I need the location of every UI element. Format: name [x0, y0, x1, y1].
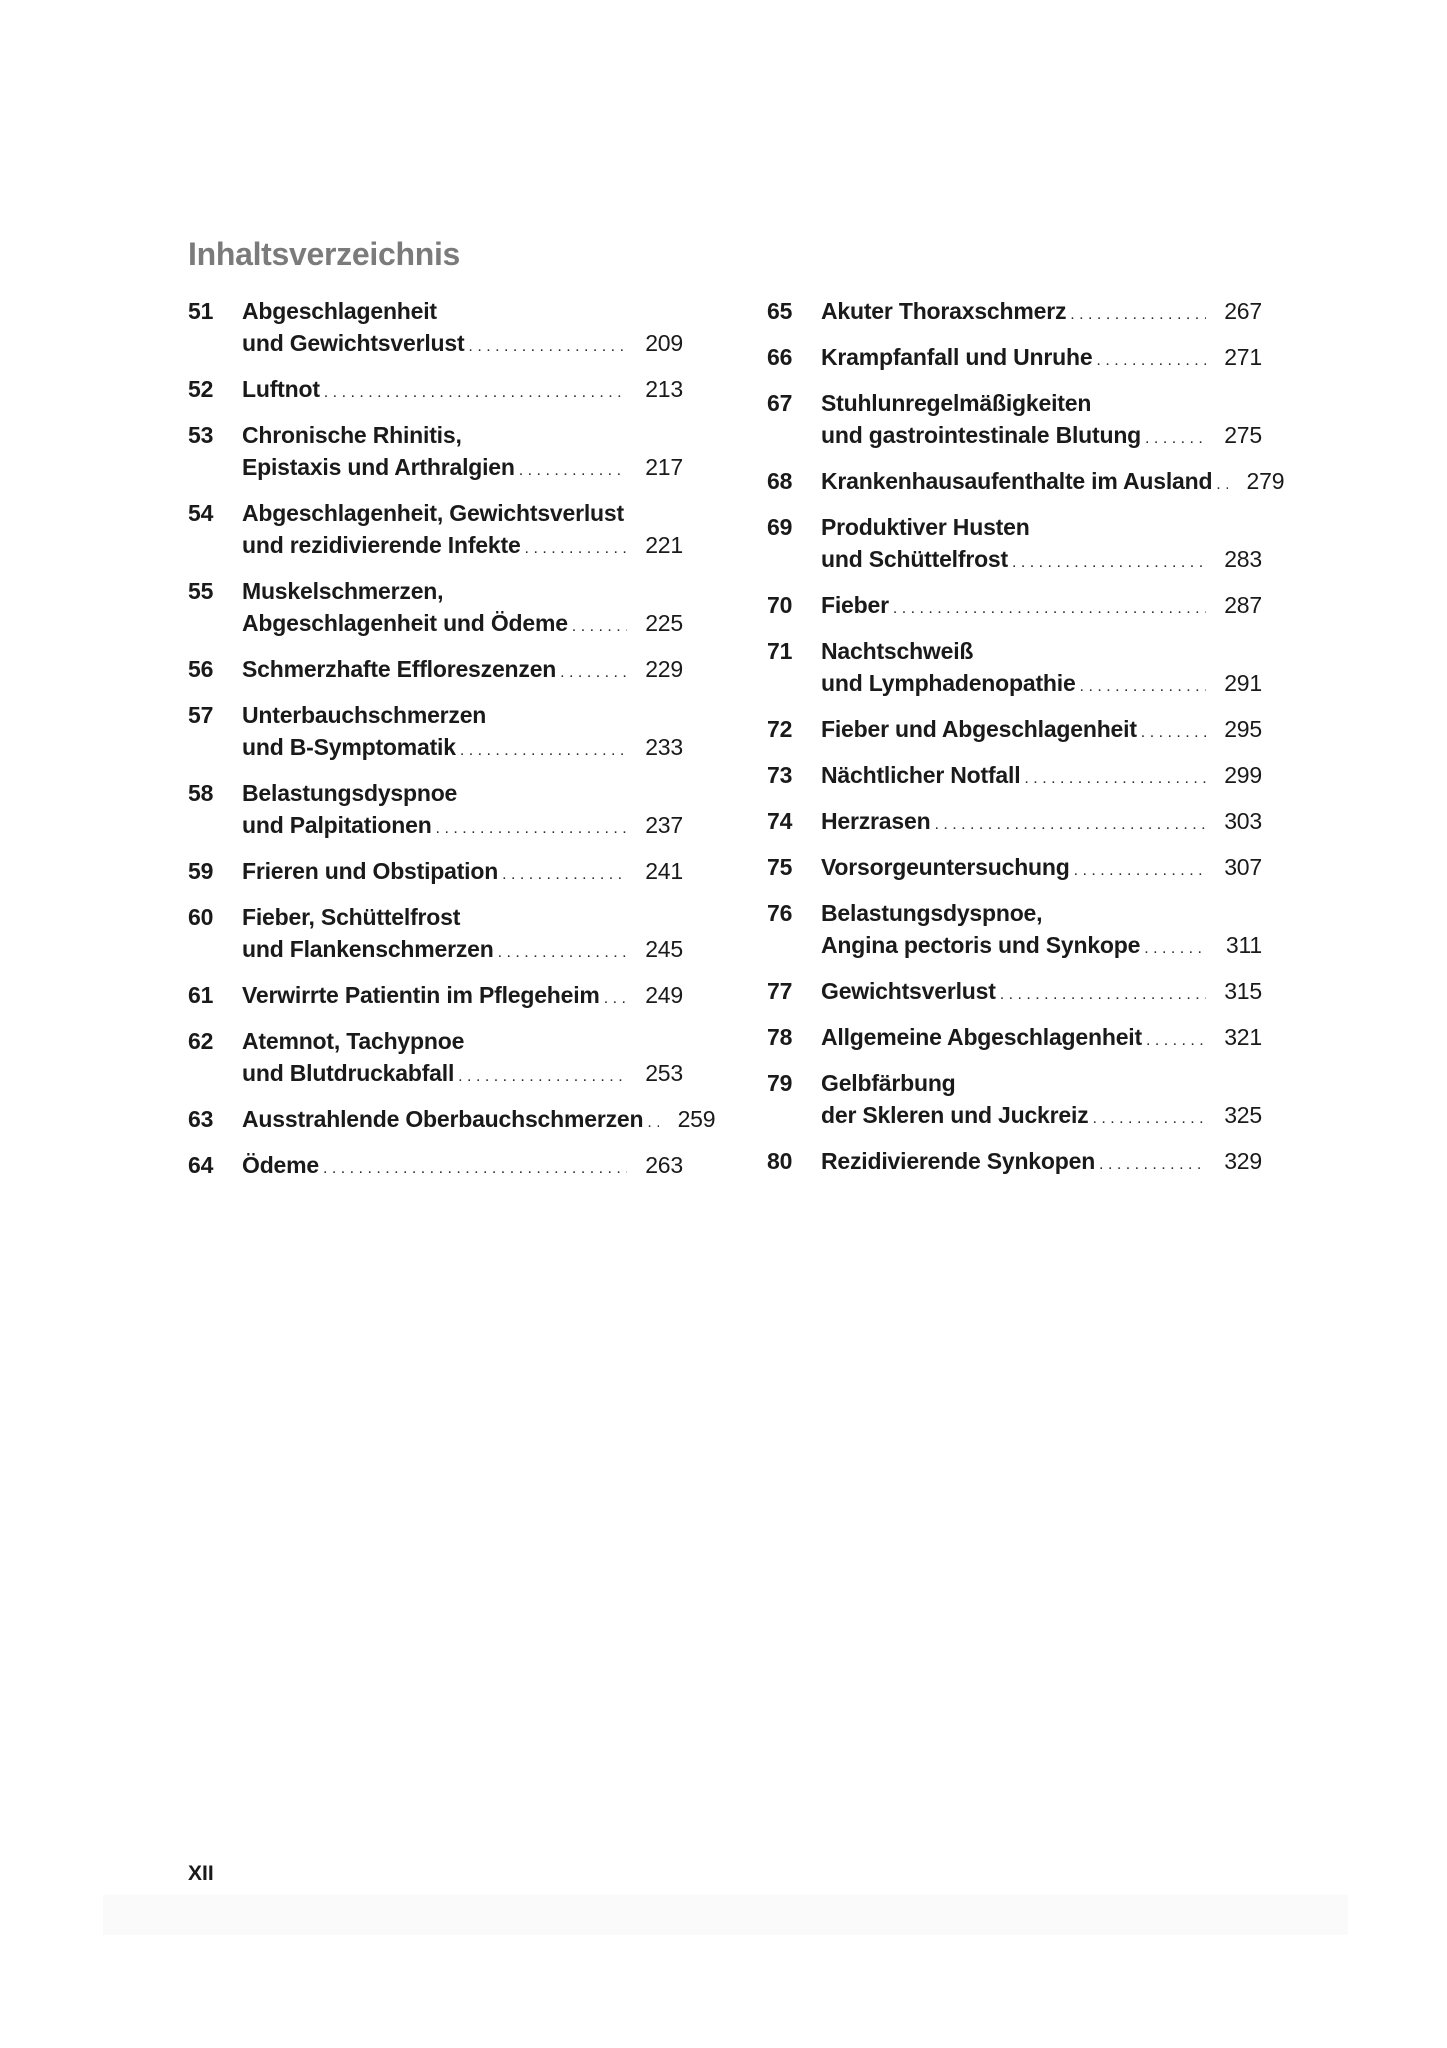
chapter-title: und B-Symptomatik: [242, 734, 456, 760]
leader-dots: [1099, 1149, 1206, 1181]
leader-dots: [1144, 933, 1206, 965]
page-ref: 299: [1224, 762, 1262, 788]
page-ref: 249: [645, 982, 683, 1008]
chapter-title: Epistaxis und Arthralgien: [242, 454, 515, 480]
leader-dots: [1074, 855, 1206, 887]
page-ref: 233: [645, 734, 683, 760]
leader-dots: [519, 455, 627, 487]
chapter-title-block: [821, 1067, 1262, 1135]
leader-dots: [323, 1153, 627, 1185]
chapter-number: 69: [767, 514, 793, 540]
toc-entry[interactable]: [188, 1149, 683, 1185]
chapter-title: Abgeschlagenheit: [242, 298, 437, 324]
chapter-title-line: [242, 933, 683, 969]
chapter-title: Abgeschlagenheit und Ödeme: [242, 610, 568, 636]
leader-dots: [604, 983, 627, 1015]
chapter-title: und Blutdruckabfall: [242, 1060, 455, 1086]
page-ref: 217: [645, 454, 683, 480]
chapter-title-line: [242, 855, 683, 891]
chapter-title-line: [821, 387, 1262, 419]
chapter-title-line: [821, 713, 1262, 749]
chapter-title-line: [242, 1149, 683, 1185]
chapter-title-line: [242, 373, 683, 409]
chapter-title-line: [821, 897, 1262, 929]
chapter-title: Belastungsdyspnoe: [242, 780, 458, 806]
toc-entry[interactable]: [188, 979, 683, 1015]
chapter-title-line: [821, 589, 1262, 625]
chapter-number: 52: [188, 376, 214, 402]
chapter-title-line: [242, 979, 683, 1015]
chapter-title-block: [242, 777, 683, 845]
chapter-title: Atemnot, Tachypnoe: [242, 1028, 465, 1054]
leader-dots: [1141, 717, 1206, 749]
chapter-title: und gastrointestinale Blutung: [821, 422, 1142, 448]
toc-entry[interactable]: [188, 295, 683, 363]
toc-entry[interactable]: [188, 1025, 683, 1093]
chapter-title-line: [821, 759, 1262, 795]
chapter-title-block: [242, 653, 683, 689]
chapter-number: 71: [767, 638, 793, 664]
toc-entry[interactable]: [767, 465, 1285, 501]
toc-entry[interactable]: [188, 497, 683, 565]
page-ref: 303: [1224, 808, 1262, 834]
page-ref: 311: [1225, 932, 1262, 958]
chapter-title-line: [821, 635, 1262, 667]
chapter-title-line: [821, 1145, 1262, 1181]
chapter-number: 78: [767, 1024, 793, 1050]
chapter-title-line: [821, 975, 1262, 1011]
chapter-title: und Gewichtsverlust: [242, 330, 465, 356]
page-ref: 329: [1224, 1148, 1262, 1174]
chapter-title-block: [242, 1149, 683, 1185]
leader-dots: [1092, 1103, 1206, 1135]
toc-entry[interactable]: [188, 373, 683, 409]
leader-dots: [1000, 979, 1206, 1011]
chapter-title: Allgemeine Abgeschlagenheit: [821, 1024, 1142, 1050]
chapter-title: und Lymphadenopathie: [821, 670, 1076, 696]
toc-entry[interactable]: [767, 295, 1262, 331]
chapter-title: Rezidivierende Synkopen: [821, 1148, 1096, 1174]
chapter-title-line: [821, 543, 1262, 579]
chapter-title-line: [242, 607, 683, 643]
chapter-title: Verwirrte Patientin im Pflegeheim: [242, 982, 600, 1008]
page-ref: 221: [645, 532, 683, 558]
chapter-title-line: [242, 809, 683, 845]
chapter-title-block: [821, 387, 1262, 455]
leader-dots: [1216, 469, 1228, 501]
chapter-title: Nächtlicher Notfall: [821, 762, 1021, 788]
leader-dots: [1096, 345, 1206, 377]
chapter-title: Fieber und Abgeschlagenheit: [821, 716, 1137, 742]
chapter-title-line: [821, 1021, 1262, 1057]
page-ref: 275: [1224, 422, 1262, 448]
page-ref: 307: [1224, 854, 1262, 880]
chapter-number: 61: [188, 982, 214, 1008]
chapter-number: 76: [767, 900, 793, 926]
toc-entry[interactable]: [188, 777, 683, 845]
page-number: XII: [188, 1862, 214, 1885]
leader-dots: [525, 533, 627, 565]
chapter-title: Nachtschweiß: [821, 638, 974, 664]
chapter-title: Belastungsdyspnoe,: [821, 900, 1043, 926]
chapter-title: Luftnot: [242, 376, 320, 402]
chapter-title-block: [821, 635, 1262, 703]
page-title: Inhaltsverzeichnis: [188, 236, 461, 273]
chapter-title: Angina pectoris und Synkope: [821, 932, 1141, 958]
chapter-title: der Skleren und Juckreiz: [821, 1102, 1089, 1128]
toc-entry[interactable]: [188, 653, 683, 689]
page-ref: 325: [1224, 1102, 1262, 1128]
chapter-number: 74: [767, 808, 793, 834]
chapter-title-block: [242, 1103, 716, 1139]
chapter-title-line: [821, 419, 1262, 455]
chapter-title-block: [242, 373, 683, 409]
footer-band: [103, 1895, 1348, 1935]
page-ref: 321: [1224, 1024, 1262, 1050]
leader-dots: [498, 937, 627, 969]
chapter-number: 79: [767, 1070, 793, 1096]
chapter-number: 66: [767, 344, 793, 370]
toc-entry[interactable]: [767, 341, 1262, 377]
chapter-title-line: [242, 1025, 683, 1057]
chapter-title-line: [821, 511, 1262, 543]
toc-entry[interactable]: [767, 1067, 1262, 1135]
toc-entry[interactable]: [188, 901, 683, 969]
toc-column-left: [188, 295, 716, 1195]
toc-entry[interactable]: [767, 1145, 1262, 1181]
page-ref: 245: [645, 936, 683, 962]
chapter-title-line: [242, 699, 683, 731]
leader-dots: [324, 377, 627, 409]
toc-entry[interactable]: [767, 387, 1262, 455]
page-ref: 259: [677, 1106, 716, 1132]
page-ref: 237: [645, 812, 683, 838]
chapter-title-line: [821, 295, 1262, 331]
leader-dots: [460, 735, 627, 767]
chapter-number: 60: [188, 904, 214, 930]
chapter-title-block: [821, 1021, 1262, 1057]
chapter-title: Unterbauchschmerzen: [242, 702, 487, 728]
chapter-title: Schmerzhafte Effloreszenzen: [242, 656, 557, 682]
chapter-title-block: [821, 1145, 1262, 1181]
toc-entry[interactable]: [767, 589, 1262, 625]
chapter-title-block: [242, 295, 683, 363]
page-ref: 229: [645, 656, 683, 682]
chapter-number: 55: [188, 578, 214, 604]
toc-entry[interactable]: [188, 855, 683, 891]
chapter-title-line: [242, 327, 683, 363]
page-ref: 267: [1224, 298, 1262, 324]
chapter-title: Krankenhausaufenthalte im Ausland: [821, 468, 1213, 494]
chapter-title-block: [821, 851, 1262, 887]
page-ref: 263: [645, 1152, 683, 1178]
chapter-title-line: [821, 341, 1262, 377]
chapter-title: Chronische Rhinitis,: [242, 422, 462, 448]
toc-entry[interactable]: [188, 575, 683, 643]
chapter-title: und Flankenschmerzen: [242, 936, 494, 962]
chapter-number: 75: [767, 854, 793, 880]
chapter-title: Fieber: [821, 592, 889, 618]
toc-entry[interactable]: [188, 419, 683, 487]
chapter-number: 64: [188, 1152, 214, 1178]
chapter-title-block: [821, 341, 1262, 377]
leader-dots: [468, 331, 627, 363]
chapter-title-line: [821, 465, 1285, 501]
chapter-number: 65: [767, 298, 793, 324]
chapter-title: Ödeme: [242, 1152, 319, 1178]
page-ref: 283: [1224, 546, 1262, 572]
page-ref: 291: [1224, 670, 1262, 696]
chapter-title: Produktiver Husten: [821, 514, 1030, 540]
chapter-number: 70: [767, 592, 793, 618]
chapter-title: Akuter Thoraxschmerz: [821, 298, 1067, 324]
chapter-number: 57: [188, 702, 214, 728]
chapter-number: 51: [188, 298, 214, 324]
toc-entry[interactable]: [767, 511, 1262, 579]
leader-dots: [1070, 299, 1206, 331]
chapter-number: 59: [188, 858, 214, 884]
chapter-title-line: [821, 805, 1262, 841]
toc-entry[interactable]: [767, 805, 1262, 841]
chapter-number: 73: [767, 762, 793, 788]
leader-dots: [1145, 423, 1206, 455]
chapter-title-block: [821, 805, 1262, 841]
chapter-title-block: [242, 979, 683, 1015]
chapter-number: 77: [767, 978, 793, 1004]
page-ref: 295: [1224, 716, 1262, 742]
page-ref: 213: [645, 376, 683, 402]
chapter-number: 72: [767, 716, 793, 742]
chapter-title-block: [242, 901, 683, 969]
chapter-number: 54: [188, 500, 214, 526]
chapter-title: und Schüttelfrost: [821, 546, 1008, 572]
chapter-title: Herzrasen: [821, 808, 931, 834]
chapter-title-line: [242, 497, 683, 529]
chapter-title: und Palpitationen: [242, 812, 432, 838]
leader-dots: [934, 809, 1206, 841]
page-ref: 241: [645, 858, 683, 884]
chapter-title-line: [821, 851, 1262, 887]
page-ref: 253: [645, 1060, 683, 1086]
chapter-title-line: [821, 1067, 1262, 1099]
chapter-title-line: [242, 295, 683, 327]
chapter-title-block: [821, 975, 1262, 1011]
chapter-title-line: [821, 667, 1262, 703]
chapter-title: Ausstrahlende Oberbauchschmerzen: [242, 1106, 644, 1132]
chapter-number: 53: [188, 422, 214, 448]
page-ref: 209: [645, 330, 683, 356]
chapter-title: Fieber, Schüttelfrost: [242, 904, 461, 930]
chapter-title-block: [821, 295, 1262, 331]
chapter-number: 68: [767, 468, 793, 494]
page-ref: 279: [1246, 468, 1285, 494]
chapter-title-block: [821, 589, 1262, 625]
leader-dots: [458, 1061, 627, 1093]
toc-entry[interactable]: [188, 699, 683, 767]
page-ref: 287: [1224, 592, 1262, 618]
chapter-title-block: [821, 713, 1262, 749]
leader-dots: [893, 593, 1206, 625]
chapter-title-line: [242, 1103, 716, 1139]
chapter-title-line: [242, 529, 683, 565]
chapter-title-block: [821, 511, 1262, 579]
chapter-title-block: [242, 419, 683, 487]
chapter-title-block: [242, 575, 683, 643]
chapter-title-block: [821, 897, 1262, 965]
chapter-title-block: [242, 497, 683, 565]
chapter-title: Gewichtsverlust: [821, 978, 996, 1004]
chapter-number: 62: [188, 1028, 214, 1054]
leader-dots: [1012, 547, 1206, 579]
chapter-title-block: [242, 699, 683, 767]
page-ref: 271: [1224, 344, 1262, 370]
chapter-title-line: [242, 731, 683, 767]
toc-entry[interactable]: [767, 759, 1262, 795]
page-ref: 315: [1224, 978, 1262, 1004]
chapter-number: 80: [767, 1148, 793, 1174]
chapter-number: 58: [188, 780, 214, 806]
toc-entry[interactable]: [767, 975, 1262, 1011]
chapter-title-line: [242, 419, 683, 451]
toc-column-right: [767, 295, 1285, 1191]
chapter-title-line: [821, 929, 1262, 965]
chapter-title-block: [821, 465, 1285, 501]
toc-entry[interactable]: [767, 897, 1262, 965]
chapter-title-line: [242, 575, 683, 607]
chapter-title-line: [242, 653, 683, 689]
chapter-number: 63: [188, 1106, 214, 1132]
leader-dots: [560, 657, 627, 689]
toc-entry[interactable]: [188, 1103, 716, 1139]
chapter-title-block: [242, 855, 683, 891]
toc-entry[interactable]: [767, 635, 1262, 703]
chapter-title: Krampfanfall und Unruhe: [821, 344, 1093, 370]
leader-dots: [1146, 1025, 1206, 1057]
chapter-title: Abgeschlagenheit, Gewichtsverlust: [242, 500, 624, 526]
page-ref: 225: [645, 610, 683, 636]
chapter-title: Frieren und Obstipation: [242, 858, 499, 884]
chapter-title: und rezidivierende Infekte: [242, 532, 521, 558]
toc-entry[interactable]: [767, 713, 1262, 749]
leader-dots: [436, 813, 627, 845]
chapter-title-line: [821, 1099, 1262, 1135]
chapter-title: Gelbfärbung: [821, 1070, 956, 1096]
chapter-title-line: [242, 901, 683, 933]
chapter-title-block: [242, 1025, 683, 1093]
toc-entry[interactable]: [767, 1021, 1262, 1057]
chapter-title: Muskelschmerzen,: [242, 578, 444, 604]
leader-dots: [1024, 763, 1206, 795]
leader-dots: [1080, 671, 1206, 703]
chapter-title-line: [242, 451, 683, 487]
leader-dots: [502, 859, 627, 891]
chapter-title-block: [821, 759, 1262, 795]
chapter-title: Vorsorgeuntersuchung: [821, 854, 1070, 880]
chapter-number: 56: [188, 656, 214, 682]
chapter-title-line: [242, 777, 683, 809]
chapter-title-line: [242, 1057, 683, 1093]
toc-entry[interactable]: [767, 851, 1262, 887]
chapter-number: 67: [767, 390, 793, 416]
chapter-title: Stuhlunregelmäßigkeiten: [821, 390, 1092, 416]
leader-dots: [647, 1107, 659, 1139]
leader-dots: [572, 611, 627, 643]
